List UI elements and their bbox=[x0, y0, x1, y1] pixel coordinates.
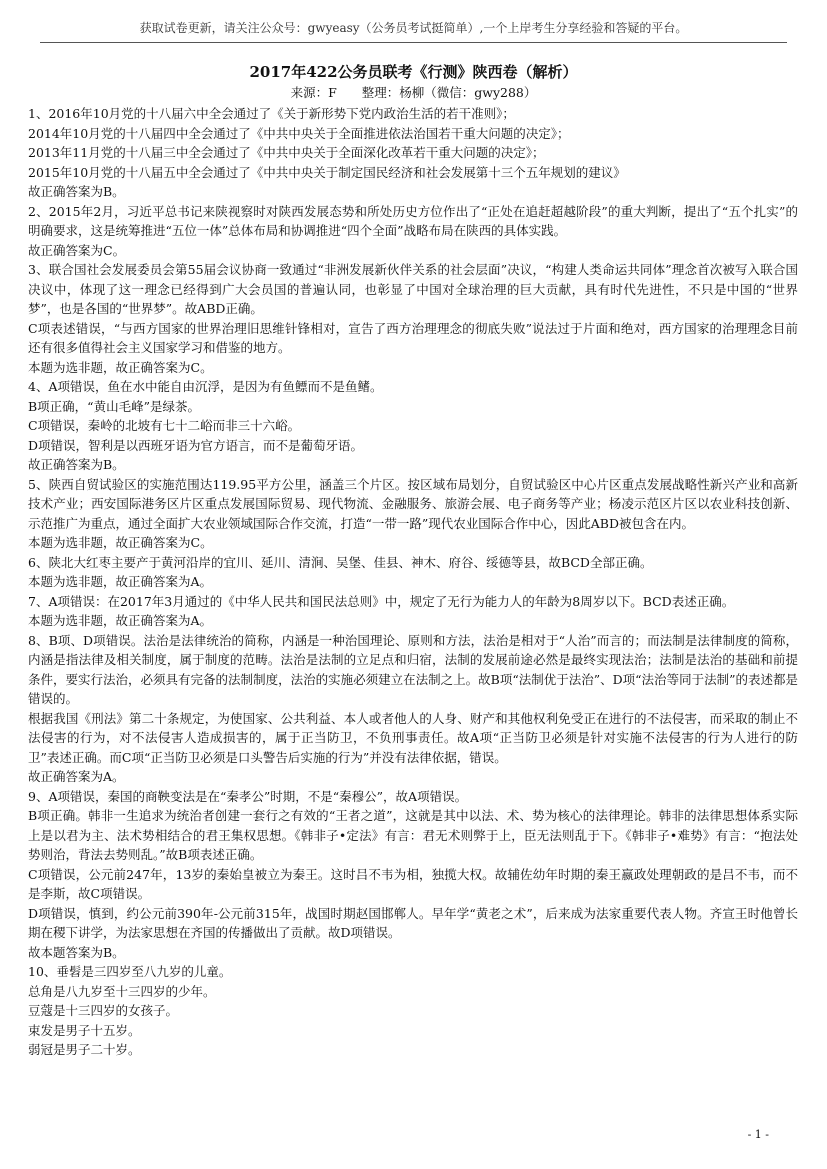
paragraph: B项正确，“黄山毛峰”是绿茶。 bbox=[28, 398, 200, 414]
paragraph: D项错误，智利是以西班牙语为官方语言，而不是葡萄牙语。 bbox=[28, 437, 364, 453]
paragraph: 10、垂髫是三四岁至八九岁的儿童。 bbox=[28, 964, 232, 979]
page-number: - 1 - bbox=[747, 1128, 769, 1141]
header-divider bbox=[40, 42, 787, 43]
paragraph: 本题为选非题，故正确答案为A。 bbox=[28, 574, 213, 589]
paragraph: 2014年10月党的十八届四中全会通过了《中共中央关于全面推进依法治国若干重大问题的决定》； bbox=[28, 125, 570, 141]
paragraph: B项正确。韩非一生追求为统治者创建一套行之有效的“王者之道”，这就是其中以法、术、势为核心的法律理论。韩非的法律思想体系实际上是以君为主、法术势相结合的君王集权思想。《韩非子•定法》有言：君无术则弊于上，臣无法则乱于下。《韩非子•难势》有言：“抱法处势则治，背法去势则乱。”故B项表述正确。 bbox=[28, 808, 798, 862]
paragraph: 故正确答案为A。 bbox=[28, 769, 125, 784]
paragraph: 3、联合国社会发展委员会第55届会议协商一致通过“非洲发展新伙伴关系的社会层面”决议，“构建人类命运共同体”理念首次被写入联合国决议中，体现了这一理念已经得到广大会员国的普遍认同，也彰显了中国对全球治理的巨大贡献，具有时代先进性，不只是中国的“世界梦”，也是各国的“世界梦”。故ABD正确。 bbox=[28, 262, 798, 316]
paragraph: 2、2015年2月，习近平总书记来陕视察时对陕西发展态势和所处历史方位作出了“正处在追赶超越阶段”的重大判断，提出了“五个扎实”的明确要求，这是统筹推进“五位一体”总体布局和协调推进“四个全面”战略布局在陕西的具体实践。 bbox=[28, 203, 798, 238]
paragraph: 2015年10月党的十八届五中全会通过了《中共中央关于制定国民经济和社会发展第十三个五年规划的建议》 bbox=[28, 164, 626, 180]
paragraph: 5、陕西自贸试验区的实施范围达119.95平方公里，涵盖三个片区。按区域布局划分，自贸试验区中心片区重点发展战略性新兴产业和高新技术产业；西安国际港务区片区重点发展国际贸易、现代物流、金融服务、旅游会展、电子商务等产业；杨凌示范区片区以农业科技创新、示范推广为重点，通过全面扩大农业领域国际合作交流，打造“一带一路”现代农业国际合作中心，因此ABD被包含在内。 bbox=[28, 476, 798, 531]
paragraph: 本题为选非题，故正确答案为C。 bbox=[28, 359, 213, 375]
paragraph: C项表述错误，“与西方国家的世界治理旧思维针锋相对，宣告了西方治理理念的彻底失败”说法过于片面和绝对，西方国家的治理理念目前还有很多值得社会主义国家学习和借鉴的地方。 bbox=[28, 320, 798, 355]
paragraph: 故本题答案为B。 bbox=[28, 944, 125, 960]
paragraph: 9、A项错误，秦国的商鞅变法是在“秦孝公”时期，不是“秦穆公”，故A项错误。 bbox=[28, 788, 468, 804]
paragraph: 6、陕北大红枣主要产于黄河沿岸的宜川、延川、清涧、吴堡、佳县、神木、府谷、绥德等县，故BCD全部正确。 bbox=[28, 554, 653, 570]
document-byline: 来源：F 整理：杨柳（微信：gwy288） bbox=[290, 85, 537, 100]
paragraph: D项错误，慎到，约公元前390年-公元前315年，战国时期赵国邯郸人。早年学“黄老之术”，后来成为法家重要代表人物。齐宣王时他曾长期在稷下讲学，为法家思想在齐国的传播做出了贡献。故D项错误。 bbox=[28, 905, 798, 940]
paragraph: 束发是男子十五岁。 bbox=[28, 1022, 141, 1038]
paragraph: C项错误，公元前247年，13岁的秦始皇被立为秦王。这时吕不韦为相，独揽大权。故辅佐幼年时期的秦王嬴政处理朝政的是吕不韦，而不是李斯，故C项错误。 bbox=[28, 866, 798, 901]
paragraph: 弱冠是男子二十岁。 bbox=[28, 1042, 141, 1057]
paragraph: 根据我国《刑法》第二十条规定，为使国家、公共利益、本人或者他人的人身、财产和其他权利免受正在进行的不法侵害，而采取的制止不法侵害的行为，对不法侵害人造成损害的，属于正当防卫，不负刑事责任。故A项“正当防卫必须是针对实施不法侵害的行为人进行的防卫”表述正确。而C项“正当防卫必须是口头警告后实施的行为”并没有法律依据，错误。 bbox=[28, 710, 798, 765]
document-title: 2017年422公务员联考《行测》陕西卷（解析） bbox=[249, 63, 578, 81]
paragraph: 2013年11月党的十八届三中全会通过了《中共中央关于全面深化改革若干重大问题的决定》； bbox=[28, 145, 545, 160]
paragraph: 本题为选非题，故正确答案为C。 bbox=[28, 535, 213, 550]
header-promo-note: 获取试卷更新，请关注公众号：gwyeasy（公务员考试挺简单）,一个上岸考生分享经验和答疑的平台。 bbox=[139, 21, 688, 35]
paragraph: 故正确答案为B。 bbox=[28, 184, 125, 199]
paragraph: 1、2016年10月党的十八届六中全会通过了《关于新形势下党内政治生活的若干准则》； bbox=[28, 106, 515, 121]
paragraph: 4、A项错误，鱼在水中能自由沉浮，是因为有鱼鳔而不是鱼鳍。 bbox=[28, 379, 383, 394]
document-body bbox=[28, 104, 798, 1060]
paragraph: 故正确答案为B。 bbox=[28, 457, 125, 472]
paragraph: 8、B项、D项错误。法治是法律统治的简称，内涵是一种治国理论、原则和方法，法治是相对于“人治”而言的；而法制是法律制度的简称，内涵是指法律及相关制度，属于制度的范畴。法治是法制的立足点和归宿，法制的发展前途必然是最终实现法治；法制是法治的基础和前提条件，要实行法治，必须具有完备的法制制度，法治的实施必须建立在法制之上。故B项“法制优于法治”、D项“法治等同于法制”的表述都是错误的。 bbox=[28, 632, 798, 706]
paragraph: 7、A项错误：在2017年3月通过的《中华人民共和国民法总则》中，规定了无行为能力人的年龄为8周岁以下。BCD表述正确。 bbox=[28, 593, 735, 609]
paragraph: 故正确答案为C。 bbox=[28, 242, 126, 258]
paragraph: 豆蔻是十三四岁的女孩子。 bbox=[28, 1003, 179, 1018]
paragraph: 本题为选非题，故正确答案为A。 bbox=[28, 613, 213, 628]
paragraph: C项错误，秦岭的北坡有七十二峪而非三十六峪。 bbox=[28, 418, 301, 433]
paragraph: 总角是八九岁至十三四岁的少年。 bbox=[28, 983, 216, 999]
